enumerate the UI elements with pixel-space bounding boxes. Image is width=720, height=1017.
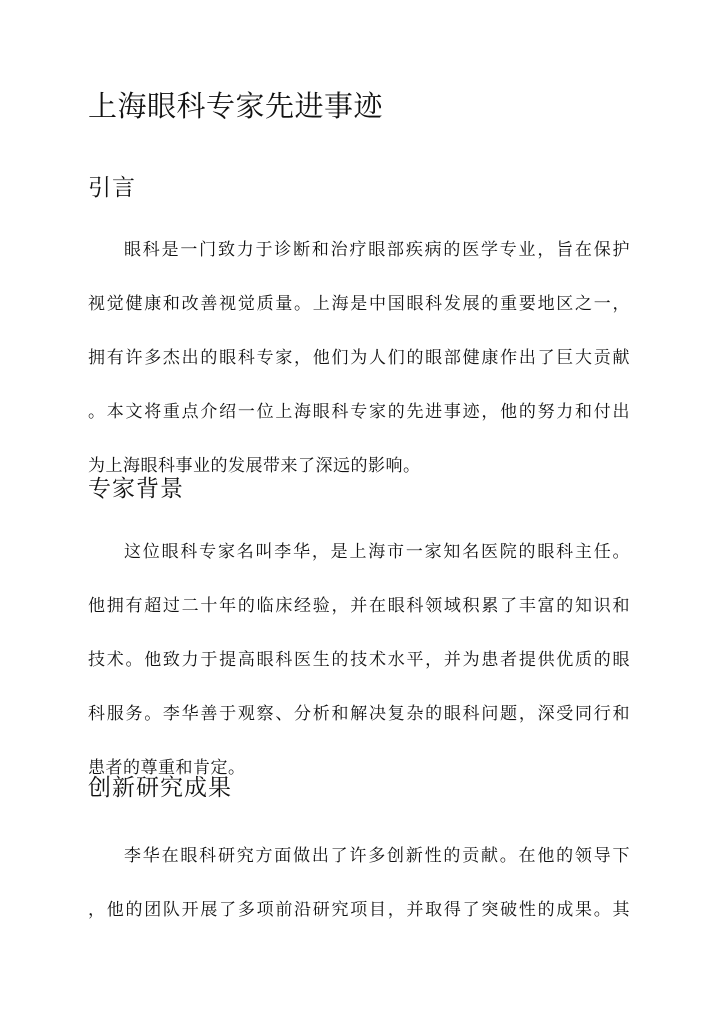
paragraph-line: 科服务。李华善于观察、分析和解决复杂的眼科问题，深受同行和: [88, 704, 630, 724]
paragraph-line: 技术。他致力于提高眼科医生的技术水平，并为患者提供优质的眼: [88, 650, 630, 670]
paragraph-line: 他拥有超过二十年的临床经验，并在眼科领域积累了丰富的知识和: [88, 596, 630, 616]
paragraph-line: 为上海眼科事业的发展带来了深远的影响。: [88, 456, 421, 476]
paragraph-line: ，他的团队开展了多项前沿研究项目，并取得了突破性的成果。其: [88, 900, 630, 920]
paragraph-innovative-research: [88, 839, 630, 947]
paragraph-expert-background: [88, 535, 630, 805]
paragraph-line: 。本文将重点介绍一位上海眼科专家的先进事迹，他的努力和付出: [88, 402, 630, 422]
paragraph-introduction: [88, 233, 630, 503]
paragraph-line: 拥有许多杰出的眼科专家，他们为人们的眼部健康作出了巨大贡献: [88, 348, 630, 368]
section-heading-introduction: 引言: [88, 175, 136, 201]
paragraph-line: 这位眼科专家名叫李华，是上海市一家知名医院的眼科主任。: [124, 542, 630, 562]
paragraph-line: 李华在眼科研究方面做出了许多创新性的贡献。在他的领导下: [124, 846, 630, 866]
section-heading-expert-background: 专家背景: [88, 476, 184, 502]
paragraph-line: 视觉健康和改善视觉质量。上海是中国眼科发展的重要地区之一，: [88, 294, 630, 314]
document-title: 上海眼科专家先进事迹: [88, 89, 384, 123]
section-heading-innovative-research: 创新研究成果: [88, 775, 232, 801]
paragraph-line: 眼科是一门致力于诊断和治疗眼部疾病的医学专业，旨在保护: [124, 240, 630, 260]
paragraph-line: 患者的尊重和肯定。: [88, 758, 246, 778]
